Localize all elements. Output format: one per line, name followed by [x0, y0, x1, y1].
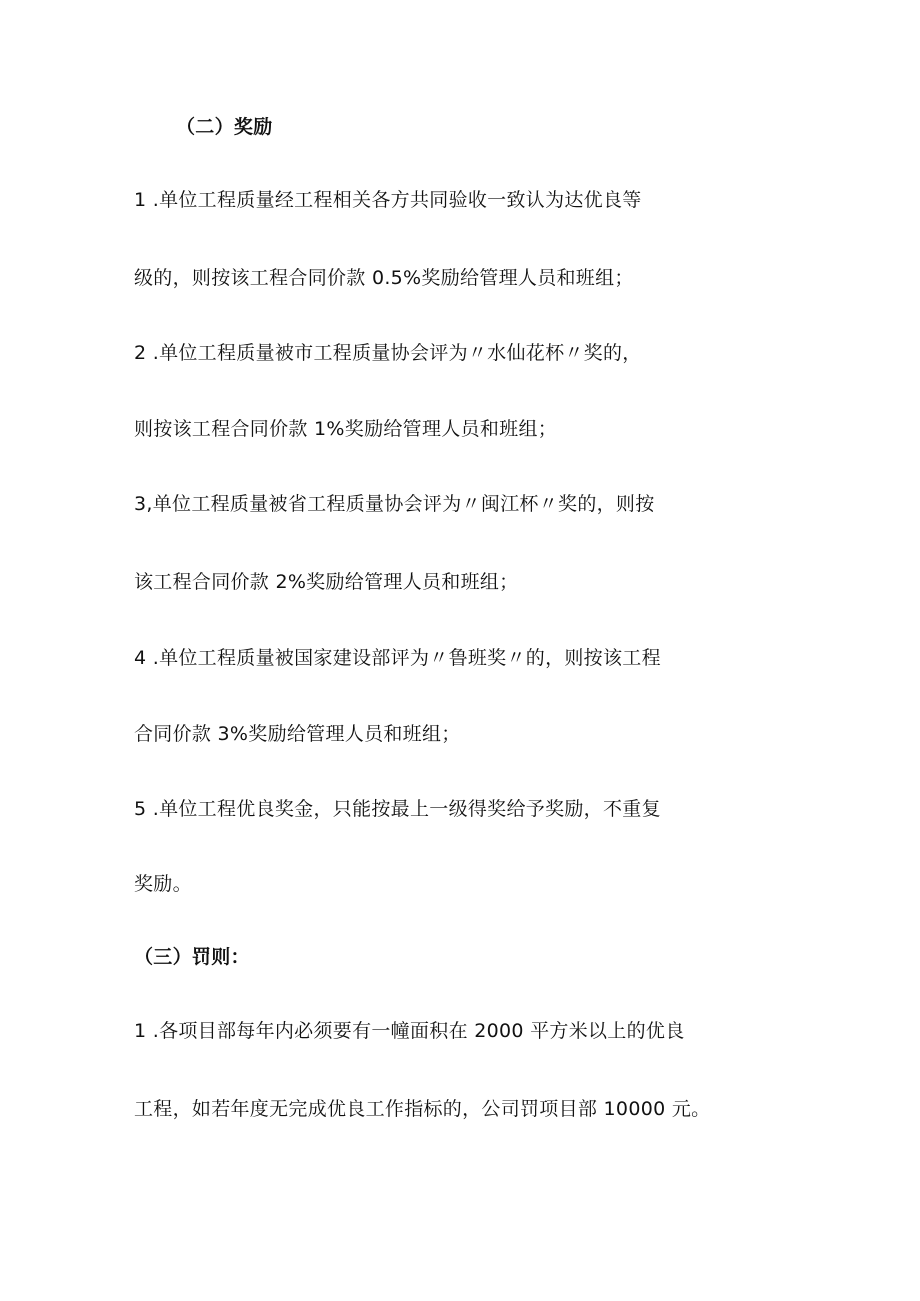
reward-item-1-line-2: 级的，则按该工程合同价款 0.5%奖励给管理人员和班组；: [134, 267, 634, 289]
section-heading-penalties: （三）罚则：: [134, 946, 250, 968]
reward-item-4-line-1: 4 .单位工程质量被国家建设部评为〃鲁班奖〃的，则按该工程: [134, 647, 661, 669]
penalty-item-1-line-1: 1 .各项目部每年内必须要有一幢面积在 2000 平方米以上的优良: [134, 1020, 685, 1042]
reward-item-2-line-2: 则按该工程合同价款 1%奖励给管理人员和班组；: [134, 418, 558, 440]
reward-item-3-line-1: 3,单位工程质量被省工程质量协会评为〃闽江杯〃奖的，则按: [134, 493, 655, 515]
reward-item-3-line-2: 该工程合同价款 2%奖励给管理人员和班组；: [134, 571, 519, 593]
reward-item-2-line-1: 2 .单位工程质量被市工程质量协会评为〃水仙花杯〃奖的，: [134, 342, 642, 364]
section-heading-rewards: （二）奖励: [176, 116, 273, 138]
reward-item-4-line-2: 合同价款 3%奖励给管理人员和班组；: [134, 723, 461, 745]
reward-item-1-line-1: 1 .单位工程质量经工程相关各方共同验收一致认为达优良等: [134, 189, 642, 211]
reward-item-5-line-1: 5 .单位工程优良奖金，只能按最上一级得奖给予奖励，不重复: [134, 798, 661, 820]
reward-item-5-line-2: 奖励。: [134, 873, 192, 895]
penalty-item-1-line-2: 工程，如若年度无完成优良工作指标的，公司罚项目部 10000 元。: [134, 1098, 711, 1120]
